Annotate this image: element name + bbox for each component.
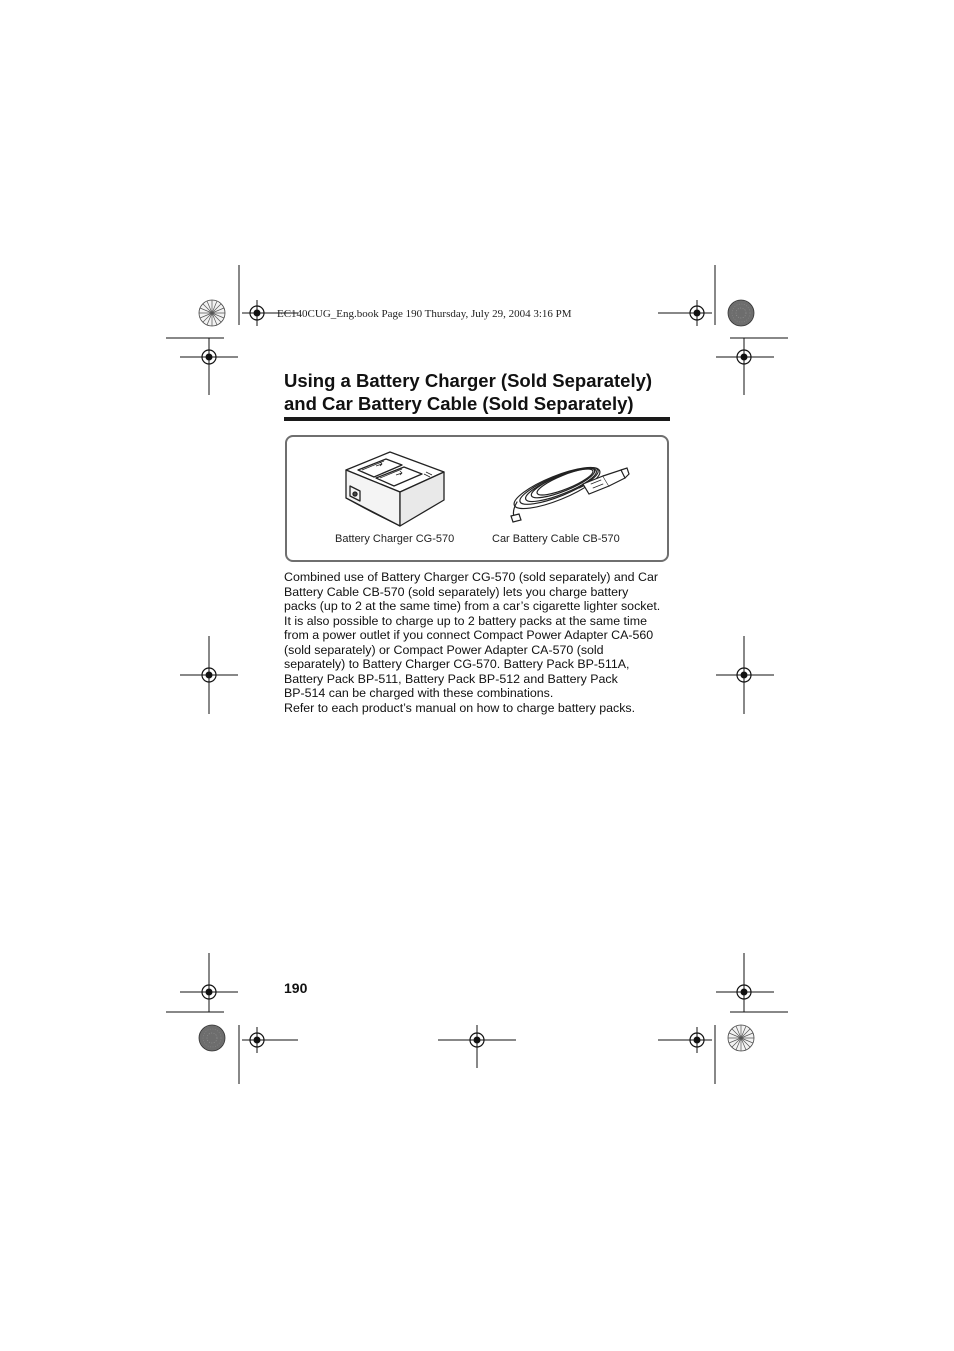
registration-dotted-circle-icon bbox=[728, 300, 754, 326]
registration-dotted-circle-icon bbox=[199, 1025, 225, 1051]
registration-target-icon bbox=[731, 344, 757, 370]
body-line: BP-514 can be charged with these combinations. bbox=[284, 686, 554, 700]
registration-target-icon bbox=[196, 344, 222, 370]
body-line: Combined use of Battery Charger CG-570 (sold separately) and Car bbox=[284, 570, 658, 584]
registration-starburst-icon bbox=[728, 1025, 754, 1051]
registration-target-icon bbox=[196, 979, 222, 1005]
registration-starburst-icon bbox=[199, 300, 225, 326]
body-line: separately) to Battery Charger CG-570. Battery Pack BP-511A, bbox=[284, 657, 630, 671]
battery-charger-illustration bbox=[340, 448, 452, 532]
body-line: (sold separately) or Compact Power Adapter CA-570 (sold bbox=[284, 642, 604, 657]
title-line-1: Using a Battery Charger (Sold Separately) bbox=[284, 370, 653, 391]
body-line: Battery Pack BP-511, Battery Pack BP-512 and Battery Pack bbox=[284, 671, 618, 686]
registration-target-icon bbox=[464, 1027, 490, 1053]
body-line: packs (up to 2 at the same time) from a car’s cigarette lighter socket. bbox=[284, 599, 661, 613]
registration-target-icon bbox=[244, 1027, 270, 1053]
page-number: 190 bbox=[284, 980, 308, 996]
registration-target-icon bbox=[731, 979, 757, 1005]
page-title bbox=[284, 369, 684, 415]
title-line-2: and Car Battery Cable (Sold Separately) bbox=[284, 393, 634, 414]
charger-caption: Battery Charger CG-570 bbox=[335, 533, 455, 545]
print-slug: EC140CUG_Eng.book Page 190 Thursday, July 29, 2004 3:16 PM bbox=[277, 308, 572, 320]
title-rule bbox=[284, 417, 670, 421]
body-text bbox=[284, 570, 684, 715]
body-line: Battery Cable CB-570 (sold separately) lets you charge battery bbox=[284, 584, 629, 599]
registration-target-icon bbox=[684, 300, 710, 326]
car-battery-cable-illustration bbox=[505, 450, 631, 530]
registration-target-icon bbox=[196, 662, 222, 688]
registration-target-icon bbox=[244, 300, 270, 326]
registration-target-icon bbox=[684, 1027, 710, 1053]
cable-caption: Car Battery Cable CB-570 bbox=[492, 533, 620, 545]
body-line: from a power outlet if you connect Compact Power Adapter CA-560 bbox=[284, 628, 654, 642]
body-line: It is also possible to charge up to 2 battery packs at the same time bbox=[284, 613, 647, 628]
registration-target-icon bbox=[731, 662, 757, 688]
body-line: Refer to each product’s manual on how to charge battery packs. bbox=[284, 700, 636, 715]
